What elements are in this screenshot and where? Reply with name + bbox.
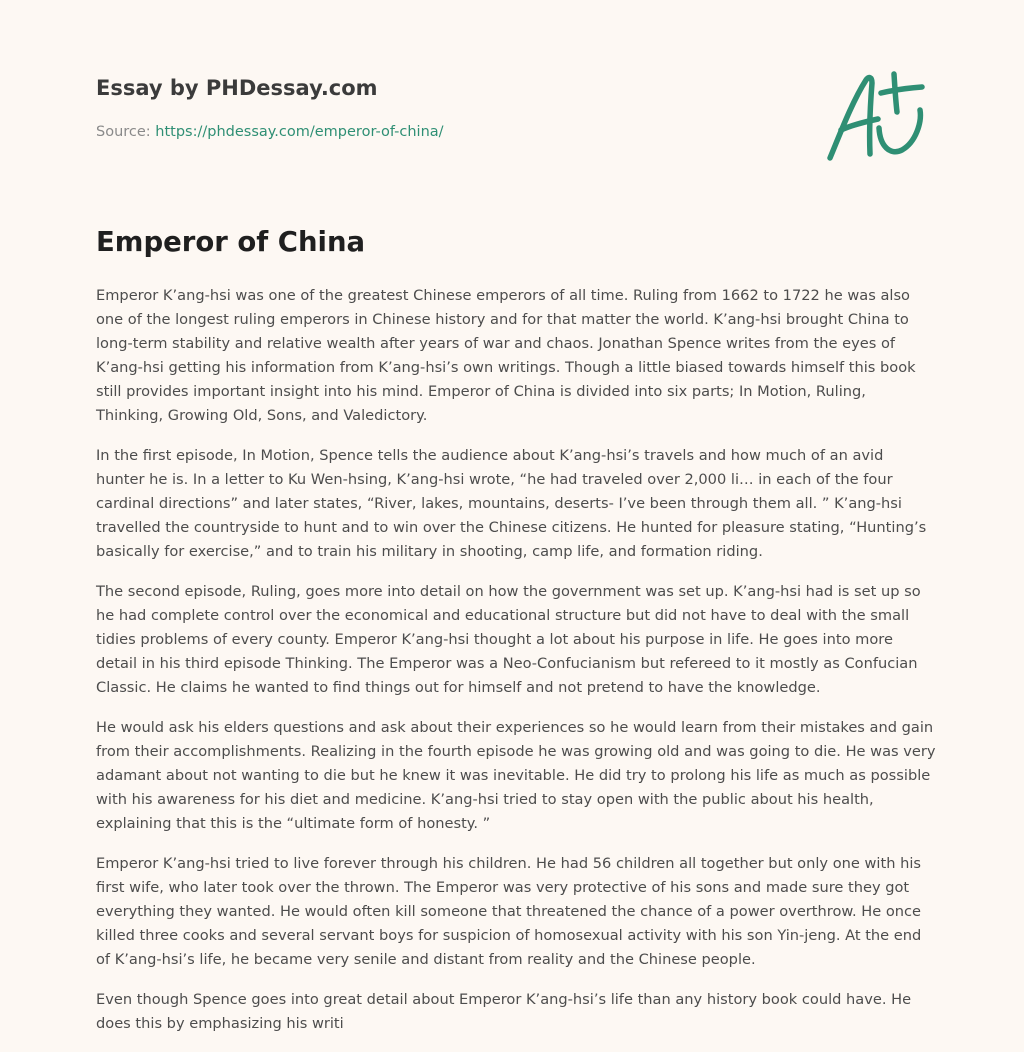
essay-paragraph: The second episode, Ruling, goes more into detail on how the government was set up. K’ang-hsi had is set up so he had complete control over the economical and educational structure but did not have to deal with the small tidies problems of every county. Emperor K’ang-hsi thought a lot about his purpose in life. He goes into more detail in his third episode Thinking. The Emperor was a Neo-Confucianism but refereed to it mostly as Confucian Classic. He claims he wanted to find things out for himself and not pretend to have the knowledge. [96,583,921,696]
a-plus-logo-icon [824,68,928,164]
essay-body [96,284,936,1052]
site-brand: Essay by PHDessay.com [96,76,378,100]
essay-paragraph: He would ask his elders questions and ask about their experiences so he would learn from their mistakes and gain from their accomplishments. Realizing in the fourth episode he was growing old and was going to die. He was very adamant about not wanting to die but he knew it was inevitable. He did try to prolong his life as much as possible with his awareness for his diet and medicine. K’ang-hsi tried to stay open with the public about his health, explaining that this is the “ultimate form of honesty. ” [96,719,936,832]
essay-paragraph: Emperor K’ang-hsi was one of the greatest Chinese emperors of all time. Ruling from 1662 to 1722 he was also one of the longest ruling emperors in Chinese history and for that matter the world. K’ang-hsi brought China to long-term stability and relative wealth after years of war and chaos. Jonathan Spence writes from the eyes of K’ang-hsi getting his information from K’ang-hsi’s own writings. Though a little biased towards himself this book still provides important insight into his mind. Emperor of China is divided into six parts; In Motion, Ruling, Thinking, Growing Old, Sons, and Valedictory. [96,287,916,424]
source-label: Source: [96,124,151,140]
essay-title: Emperor of China [96,226,366,258]
essay-paragraph: Emperor K’ang-hsi tried to live forever through his children. He had 56 children all together but only one with his first wife, who later took over the thrown. The Emperor was very protective of his sons and made sure they got everything they wanted. He would often kill someone that threatened the chance of a power overthrow. He once killed three cooks and several servant boys for suspicion of homosexual activity with his son Yin-jeng. At the end of K’ang-hsi’s life, he became very senile and distant from reality and the Chinese people. [96,855,922,968]
essay-paragraph: In the first episode, In Motion, Spence tells the audience about K’ang-hsi’s travels and how much of an avid hunter he is. In a letter to Ku Wen-hsing, K’ang-hsi wrote, “he had traveled over 2,000 li… in each of the four cardinal directions” and later states, “River, lakes, mountains, deserts- I’ve been through them all. ” K’ang-hsi travelled the countryside to hunt and to win over the Chinese citizens. He hunted for pleasure stating, “Hunting’s basically for exercise,” and to train his military in shooting, camp life, and formation riding. [96,447,927,560]
page-header [96,0,928,200]
essay-paragraph: Even though Spence goes into great detail about Emperor K’ang-hsi’s life than any history book could have. He does this by emphasizing his writi [96,991,912,1032]
source-line [96,124,444,140]
source-link[interactable]: https://phdessay.com/emperor-of-china/ [155,124,444,140]
